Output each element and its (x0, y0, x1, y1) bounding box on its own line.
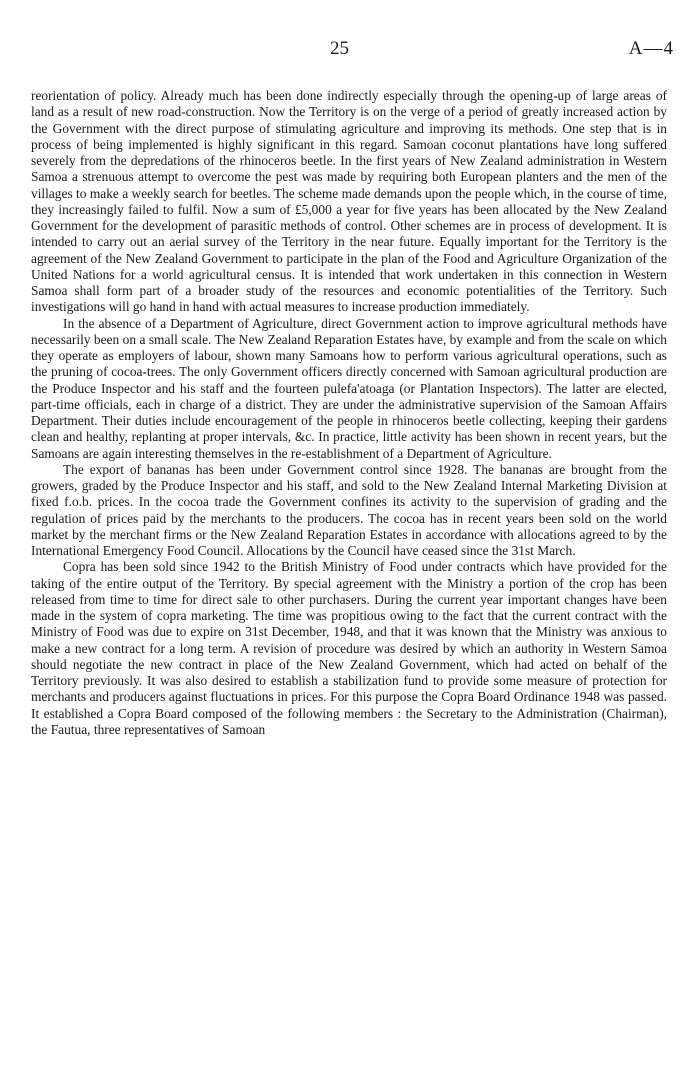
paragraph-copra-marketing: Copra has been sold since 1942 to the British Ministry of Food under contracts which have provided for the taking of the entire output of the Territory. By special agreement with the Ministry a portion of the crop has been released from time to time for direct sale to other purchasers. During the current year important changes have been made in the system of copra marketing. The time was propitious owing to the fact that the current contract with the Ministry of Food was due to expire on 31st December, 1948, and that it was known that the Ministry was anxious to make a new contract for a long term. A revision of procedure was desired by which an authority in Western Samoa should negotiate the new contract in place of the New Zealand Government, which had acted on behalf of the Territory previously. It was also desired to establish a stabilization fund to provide some measure of protection for merchants and producers against fluctuations in prices. For this purpose the Copra Board Ordinance 1948 was passed. It established a Copra Board composed of the following members : the Secretary to the Administration (Chairman), the Fautua, three representatives of Samoan (31, 559, 667, 737)
page-header (0, 38, 700, 68)
paragraph-policy-continuation: reorientation of policy. Already much has been done indirectly especially through the opening-up of large areas of land as a result of new road-construction. Now the Territory is on the verge of a period of greatly increased action by the Government with the direct purpose of stimulating agriculture and improving its methods. One step that is in process of being implemented is highly significant in this regard. Samoan coconut plantations have long suffered severely from the depredations of the rhinoceros beetle. In the first years of New Zealand administration in Western Samoa a strenuous attempt to overcome the pest was made by requiring both European planters and the men of the villages to make a weekly search for beetles. The scheme made demands upon the people which, in the course of time, they increasingly failed to fulfil. Now a sum of £5,000 a year for five years has been allocated by the New Zealand Government for the development of parasitic methods of control. Other schemes are in process of development. It is intended to carry out an aerial survey of the Territory in the near future. Equally important for the Territory is the agreement of the New Zealand Government to participate in the plan of the Food and Agriculture Organization of the United Nations for a world agricultural census. It is intended that work undertaken in this connection in Western Samoa shall form part of a broader study of the resources and economic potentialities of the Territory. Such investigations will go hand in hand with actual measures to increase production immediately. (31, 88, 667, 315)
body-text (31, 88, 667, 738)
paragraph-department-of-agriculture: In the absence of a Department of Agriculture, direct Government action to improve agricultural methods have necessarily been on a small scale. The New Zealand Reparation Estates have, by example and from the scale on which they operate as employers of labour, shown many Samoans how to perform various agricultural operations, such as the pruning of cocoa-trees. The only Government officers directly concerned with Samoan agricultural production are the Produce Inspector and his staff and the fourteen pulefa'atoaga (or Plantation Inspectors). The latter are elected, part-time officials, each in charge of a district. They are under the administrative supervision of the Samoan Affairs Department. Their duties include encouragement of the people in rhinoceros beetle collecting, keeping their gardens clean and healthy, replanting at proper intervals, &c. In practice, little activity has been shown in recent years, but the Samoans are again interesting themselves in the re-establishment of a Department of Agriculture. (31, 315, 667, 461)
document-reference: A—4 (628, 38, 674, 59)
page-number: 25 (330, 38, 349, 59)
paragraph-banana-cocoa-export: The export of bananas has been under Government control since 1928. The bananas are brought from the growers, graded by the Produce Inspector and his staff, and sold to the New Zealand Internal Marketing Division at fixed f.o.b. prices. In the cocoa trade the Government confines its activity to the supervision of grading and the regulation of prices paid by the merchants to the producers. The cocoa has in recent years been sold on the world market by the merchant firms or the New Zealand Reparation Estates in accordance with allocations agreed to by the International Emergency Food Council. Allocations by the Council have ceased since the 31st March. (31, 461, 667, 558)
